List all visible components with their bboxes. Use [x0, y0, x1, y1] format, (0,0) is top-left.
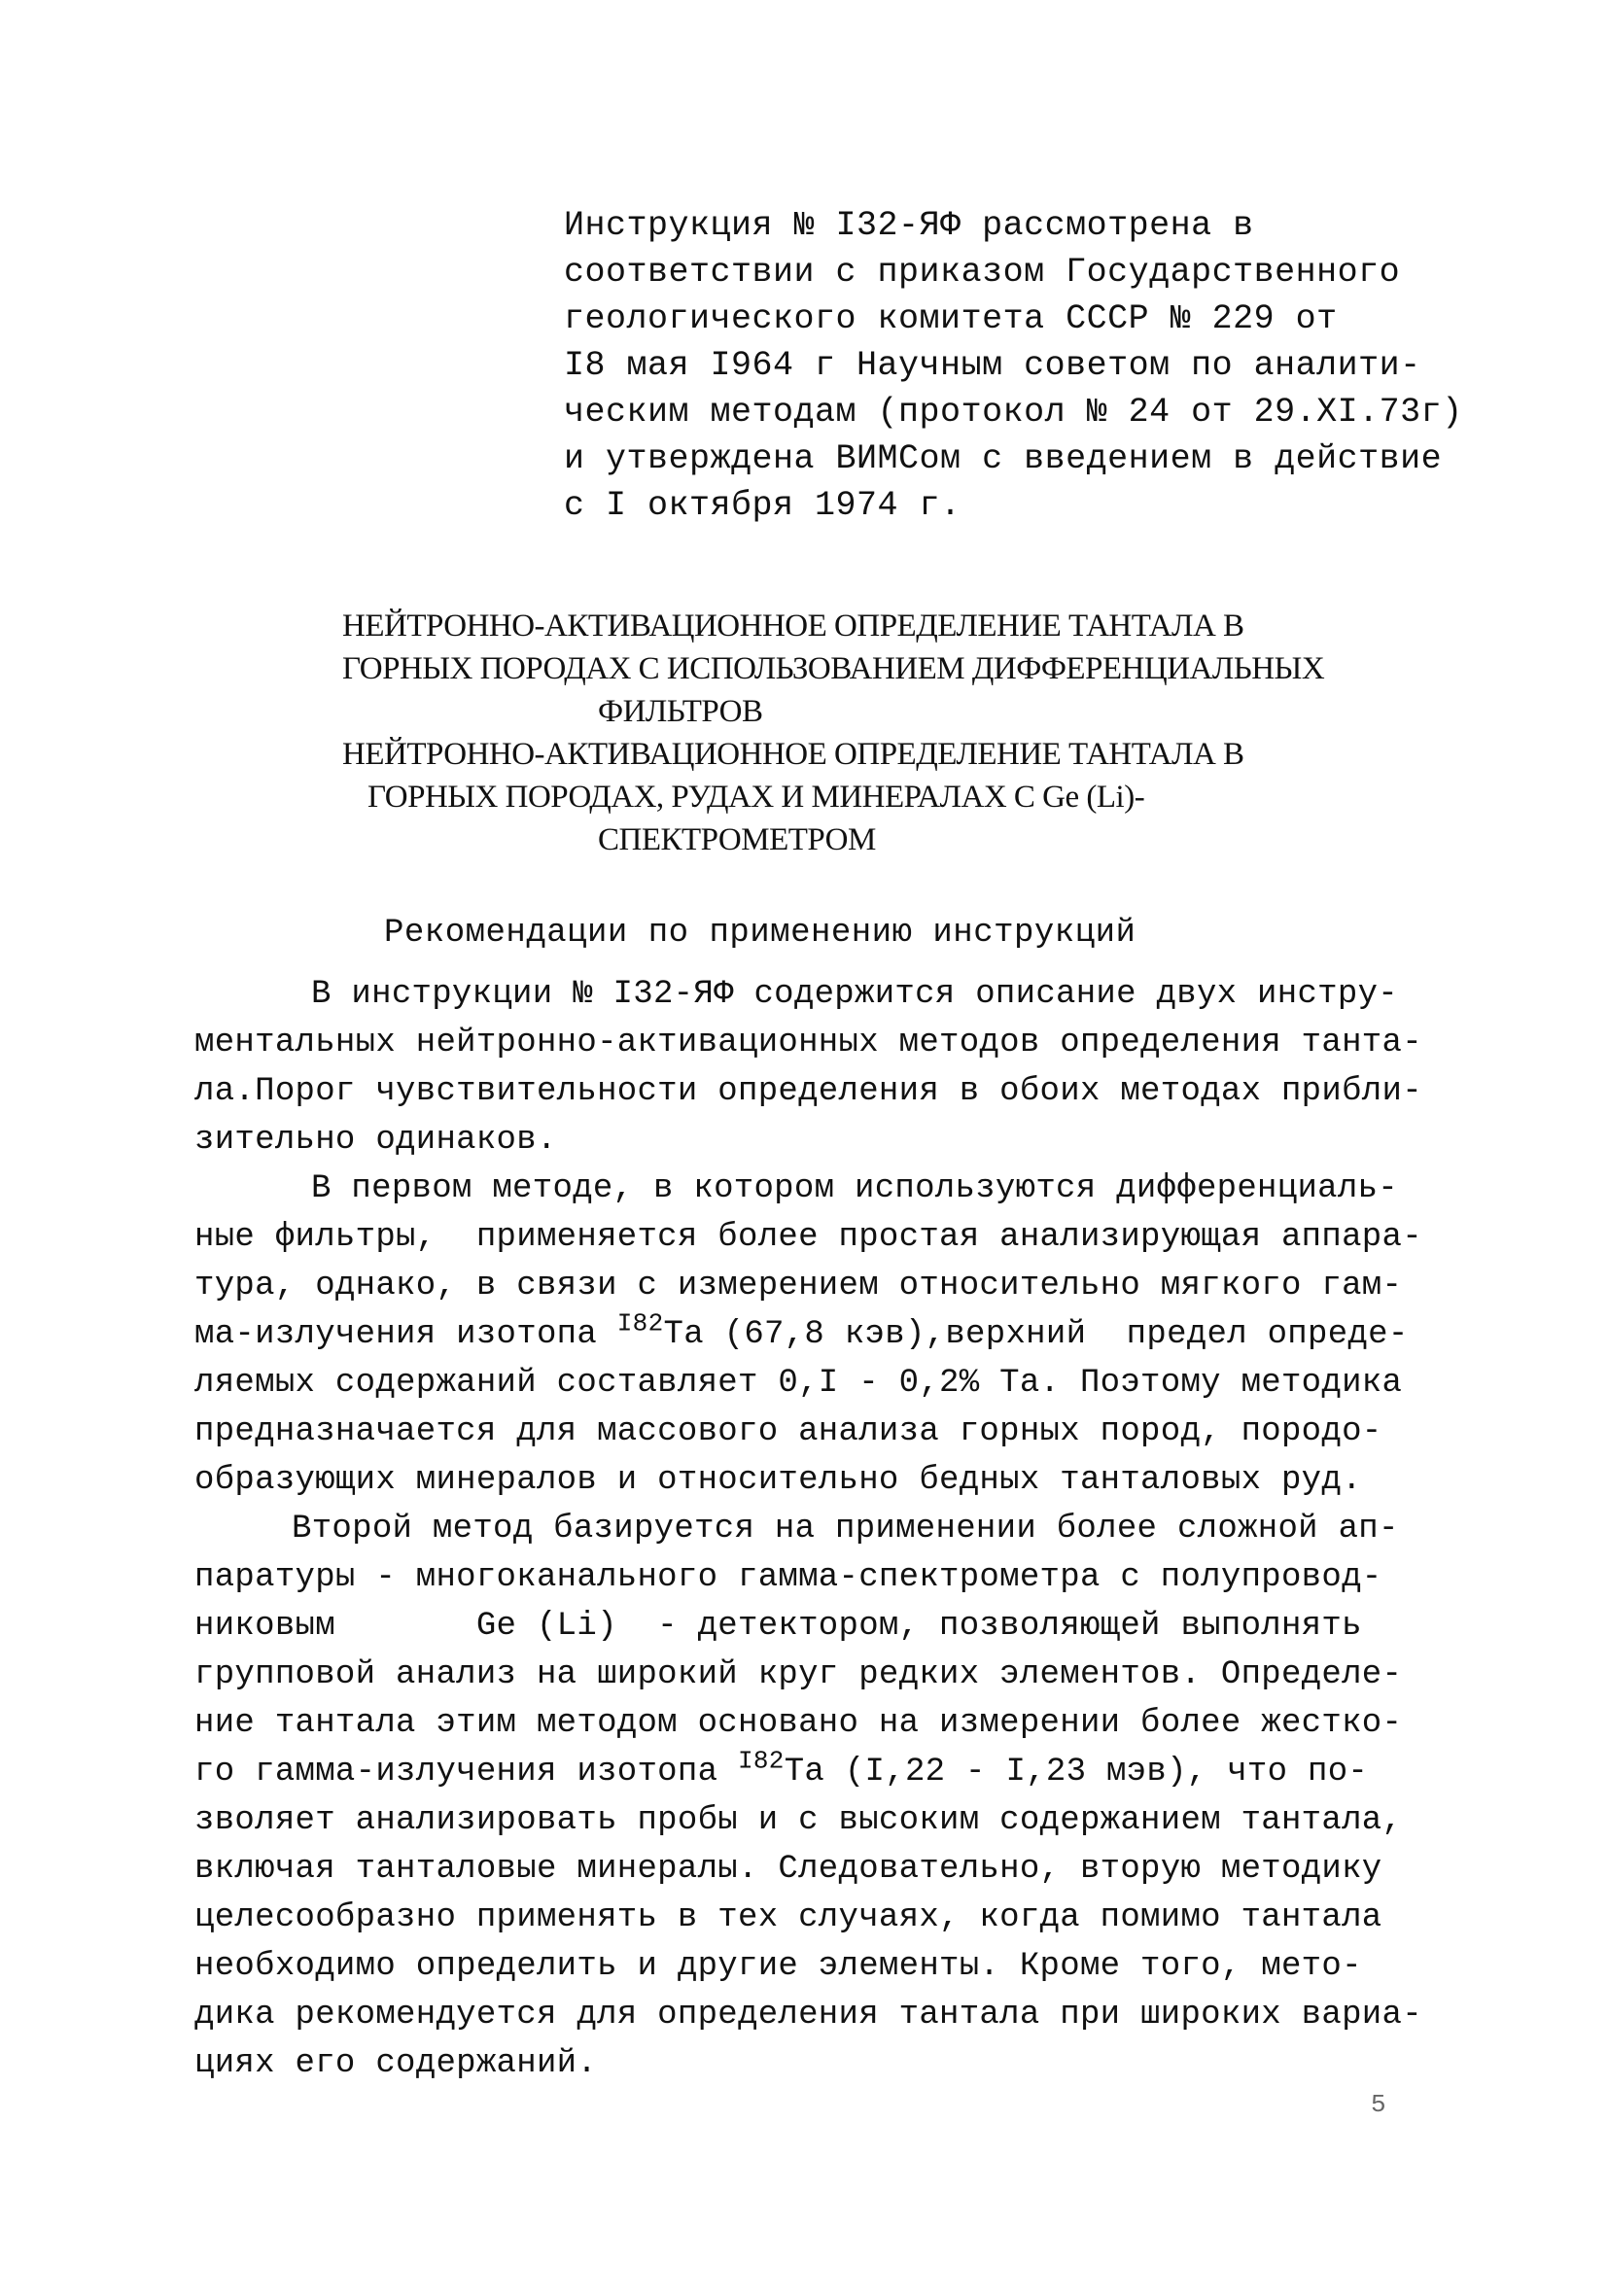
body-text: [194, 970, 1449, 2088]
text-line: целесообразно применять в тех случаях, когда помимо тантала: [194, 1899, 1382, 1936]
text-segment: ма-излучения изотопа: [194, 1316, 617, 1353]
approval-line: Инструкция № I32-ЯФ рассмотрена в: [564, 206, 1254, 245]
paragraph-1: [194, 970, 1449, 1165]
text-line: образующих минералов и относительно бедных танталовых руд.: [194, 1462, 1362, 1499]
text-segment: Та (I,22 - I,23 мэв), что по-: [784, 1754, 1369, 1791]
text-line: ные фильтры, применяется более простая анализирующая аппара-: [194, 1219, 1422, 1256]
text-line: необходимо определить и другие элементы. Кроме того, мето-: [194, 1948, 1362, 1985]
text-line: [194, 1310, 1449, 1359]
approval-line: соответствии с приказом Государственного: [564, 253, 1401, 292]
text-line: никовым Ge (Li) - детектором, позволяющей выполнять: [194, 1608, 1362, 1645]
text-line: В первом методе, в котором используются дифференциаль-: [311, 1170, 1398, 1207]
title-line: ФИЛЬТРОВ: [598, 694, 763, 729]
approval-line: и утверждена ВИМСом с введением в действие: [564, 439, 1443, 478]
document-title: [331, 605, 1325, 861]
text-line: групповой анализ на широкий круг редких элементов. Определе-: [194, 1656, 1403, 1693]
text-line: ляемых содержаний составляет 0,I - 0,2% Та. Поэтому методика: [194, 1365, 1403, 1402]
title-line: НЕЙТРОННО-АКТИВАЦИОННОЕ ОПРЕДЕЛЕНИЕ ТАНТАЛА В: [342, 737, 1244, 772]
approval-line: с I октября 1974 г.: [564, 486, 961, 525]
title-line: ГОРНЫХ ПОРОДАХ С ИСПОЛЬЗОВАНИЕМ ДИФФЕРЕНЦИАЛЬНЫХ: [342, 651, 1325, 686]
text-line: В инструкции № I32-ЯФ содержится описание двух инстру-: [311, 976, 1398, 1013]
paragraph-2: [194, 1165, 1449, 1505]
text-line: ла.Порог чувствительности определения в обоих методах прибли-: [194, 1073, 1422, 1110]
page-number: 5: [1371, 2090, 1386, 2119]
text-line: паратуры - многоканального гамма-спектрометра с полупровод-: [194, 1559, 1382, 1596]
text-line: Второй метод базируется на применении более сложной ап-: [292, 1511, 1399, 1548]
text-line: ментальных нейтронно-активационных методов определения танта-: [194, 1025, 1422, 1061]
text-line: включая танталовые минералы. Следовательно, вторую методику: [194, 1851, 1382, 1888]
text-line: предназначается для массового анализа горных пород, породо-: [194, 1413, 1382, 1450]
text-line: [194, 1748, 1449, 1796]
paragraph-3: [194, 1505, 1449, 2088]
approval-line: I8 мая I964 г Научным советом по аналити-: [564, 346, 1421, 385]
approval-line: ческим методам (протокол № 24 от 29.XI.73г): [564, 393, 1463, 432]
approval-line: геологического комитета СССР № 229 от: [564, 299, 1338, 338]
text-segment: Та (67,8 кэв),верхний предел опреде-: [663, 1316, 1409, 1353]
text-line: ние тантала этим методом основано на измерении более жестко-: [194, 1705, 1403, 1742]
text-line: зительно одинаков.: [194, 1122, 557, 1159]
text-line: зволяет анализировать пробы и с высоким содержанием тантала,: [194, 1802, 1403, 1839]
approval-note: [564, 202, 1463, 529]
title-line: ГОРНЫХ ПОРОДАХ, РУДАХ И МИНЕРАЛАХ С Ge (Li)-: [367, 780, 1145, 815]
isotope-mass-number: I82: [616, 1308, 664, 1339]
text-line: дика рекомендуется для определения тантала при широких вариа-: [194, 1997, 1422, 2034]
text-segment: го гамма-излучения изотопа: [194, 1754, 738, 1791]
section-heading: Рекомендации по применению инструкций: [384, 915, 1136, 952]
isotope-mass-number: I82: [738, 1746, 785, 1776]
text-line: циях его содержаний.: [194, 2045, 598, 2082]
text-line: тура, однако, в связи с измерением относительно мягкого гам-: [194, 1268, 1403, 1305]
title-line: СПЕКТРОМЕТРОМ: [598, 822, 876, 857]
title-line: НЕЙТРОННО-АКТИВАЦИОННОЕ ОПРЕДЕЛЕНИЕ ТАНТАЛА В: [342, 609, 1244, 644]
